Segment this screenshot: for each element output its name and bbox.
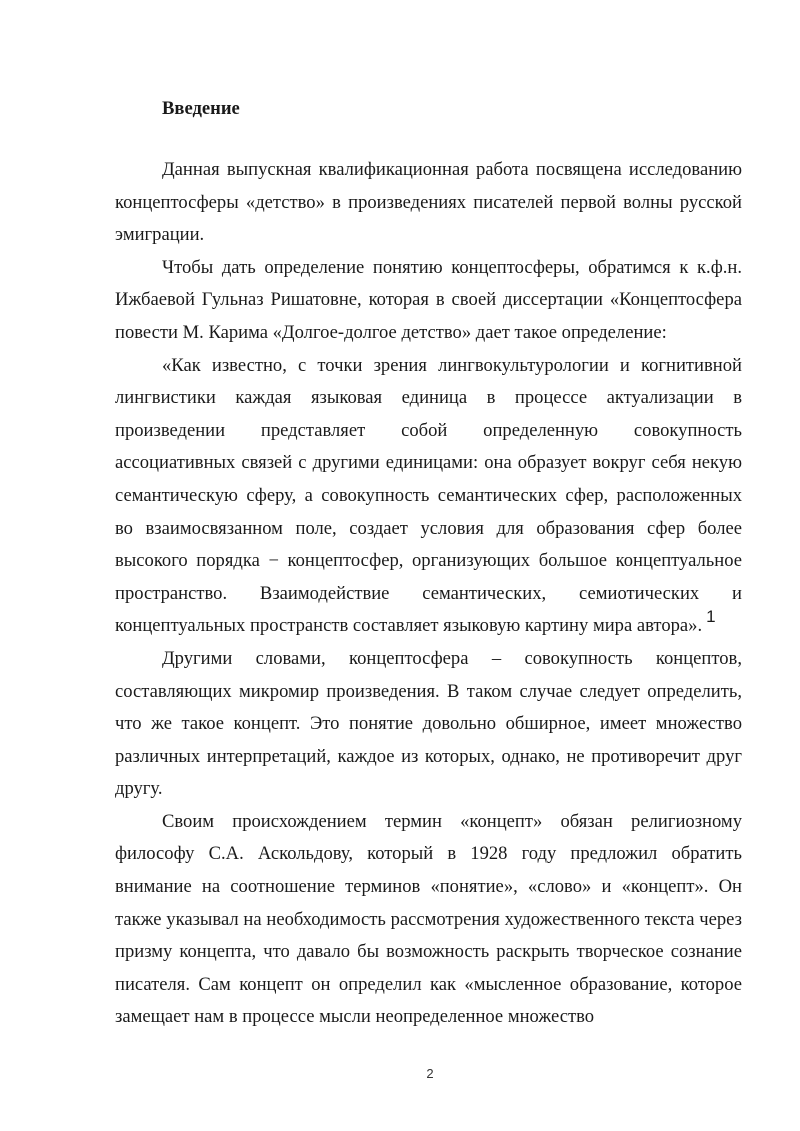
section-heading: Введение — [162, 98, 240, 119]
paragraph-origin: Своим происхождением термин «концепт» обязан религиозному философу С.А. Аскольдову, который в 1928 году предложил обратить внимание на соотношение терминов «понятие», «слово» и «концепт». Он также указывал на необходимость рассмотрения художественного текста через призму концепта, что давало бы возможность раскрыть творческое сознание писателя. Сам концепт он определил как «мысленное образование, которое замещает нам в процессе мысли неопределенное множество — [115, 810, 742, 1028]
paragraph-definition-lead: Чтобы дать определение понятию концептосферы, обратимся к к.ф.н. Ижбаевой Гульназ Ришатовне, которая в своей диссертации «Концептосфера повести М. Карима «Долгое-долгое детство» дает такое определение: — [115, 256, 742, 343]
paragraph-quote — [115, 350, 742, 643]
paragraph-intro: Данная выпускная квалификационная работа посвящена исследованию концептосферы «детство» в произведениях писателей первой волны русской эмиграции. — [115, 159, 742, 246]
footnote-reference[interactable]: 1 — [706, 607, 716, 627]
quote-text: «Как известно, с точки зрения лингвокультурологии и когнитивной лингвистики каждая языковая единица в процессе актуализации в произведении представляет собой определенную совокупность ассоциативных связей с другими единицами: она образует вокруг себя некую семантическую сферу, а совокупность семантических сфер, расположенных во взаимосвязанном поле, создает условия для образования сфер более высокого порядка − концептосфер, организующих большое концептуальное пространство. Взаимодействие семантических, семиотических и концептуальных пространств составляет языковую картину мира автора». — [115, 354, 742, 637]
page-number: 2 — [426, 1066, 434, 1081]
document-body — [115, 96, 742, 1034]
paragraph-concept: Другими словами, концептосфера – совокупность концептов, составляющих микромир произведения. В таком случае следует определить, что же такое концепт. Это понятие довольно обширное, имеет множество различных интерпретаций, каждое из которых, однако, не противоречит друг другу. — [115, 647, 742, 800]
